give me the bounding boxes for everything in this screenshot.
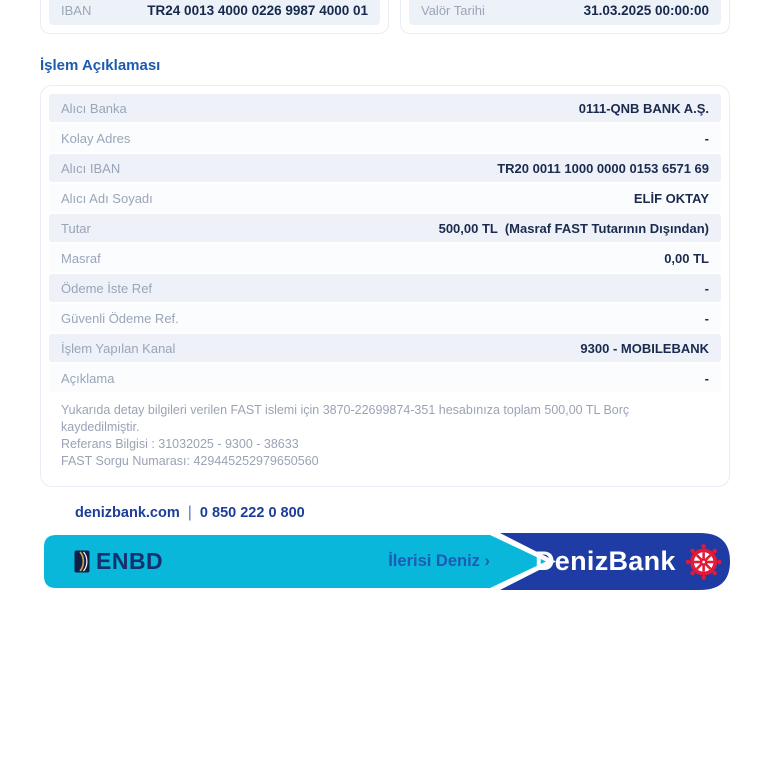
value-date-row <box>409 0 721 25</box>
transaction-detail-card <box>40 85 730 487</box>
note-line: Yukarıda detay bilgileri verilen FAST islemi için 3870-22699874-351 hesabınıza toplam 500,00 TL Borç kaydedilmiştir. <box>61 403 630 434</box>
row-value: 0,00 TL <box>664 250 709 266</box>
row-value: - <box>704 310 709 326</box>
table-row <box>49 214 721 242</box>
value-date-value: 31.03.2025 00:00:00 <box>583 2 709 18</box>
row-label: Ödeme İste Ref <box>61 280 153 296</box>
brand-banner <box>40 533 730 590</box>
denizbank-logo <box>535 533 722 590</box>
sender-iban-card <box>40 0 389 34</box>
row-label: Güvenli Ödeme Ref. <box>61 310 179 326</box>
table-row <box>49 364 721 392</box>
enbd-emblem-icon <box>74 550 90 573</box>
row-value: 500,00 TL (Masraf FAST Tutarının Dışından) <box>438 220 709 236</box>
section-title: İşlem Açıklaması <box>40 57 161 74</box>
row-value: 0111-QNB BANK A.Ş. <box>578 100 709 116</box>
sender-iban-label: IBAN <box>61 2 92 18</box>
row-label: İşlem Yapılan Kanal <box>61 340 176 356</box>
enbd-logo <box>74 533 163 590</box>
denizbank-wordmark: DenizBank <box>535 546 676 576</box>
table-row <box>49 94 721 122</box>
row-label: Tutar <box>61 220 91 236</box>
row-label: Alıcı Adı Soyadı <box>61 190 153 206</box>
row-value: - <box>704 280 709 296</box>
row-value: ELİF OKTAY <box>633 190 709 206</box>
website-text: denizbank.com <box>75 505 180 521</box>
transaction-notes <box>49 396 721 476</box>
table-row <box>49 274 721 302</box>
table-row <box>49 334 721 362</box>
note-line: FAST Sorgu Numarası: 429445252979650560 <box>61 454 319 468</box>
row-label: Masraf <box>61 250 101 266</box>
table-row <box>49 304 721 332</box>
note-line: Referans Bilgisi : 31032025 - 9300 - 38633 <box>61 437 299 451</box>
slogan-text: İlerisi Deniz › <box>388 552 490 570</box>
row-value: - <box>704 130 709 146</box>
sender-iban-row <box>49 0 380 25</box>
sender-iban-value: TR24 0013 4000 0226 9987 4000 01 <box>147 2 368 18</box>
phone-number: 0 850 222 0 800 <box>199 505 305 521</box>
table-row <box>49 124 721 152</box>
enbd-label: ENBD <box>96 548 164 574</box>
value-date-label: Valör Tarihi <box>421 2 485 18</box>
transaction-table <box>49 94 721 392</box>
contact-line <box>75 504 305 522</box>
row-label: Açıklama <box>61 370 115 386</box>
row-label: Alıcı IBAN <box>61 160 121 176</box>
value-date-card <box>400 0 730 34</box>
table-row <box>49 244 721 272</box>
table-row <box>49 184 721 212</box>
row-value: 9300 - MOBILEBANK <box>580 340 709 356</box>
row-label: Kolay Adres <box>61 130 131 146</box>
table-row <box>49 154 721 182</box>
row-value: - <box>704 370 709 386</box>
row-value: TR20 0011 1000 0000 0153 6571 69 <box>497 160 709 176</box>
row-label: Alıcı Banka <box>61 100 127 116</box>
contact-separator: | <box>187 504 192 521</box>
ship-wheel-icon <box>685 541 722 583</box>
